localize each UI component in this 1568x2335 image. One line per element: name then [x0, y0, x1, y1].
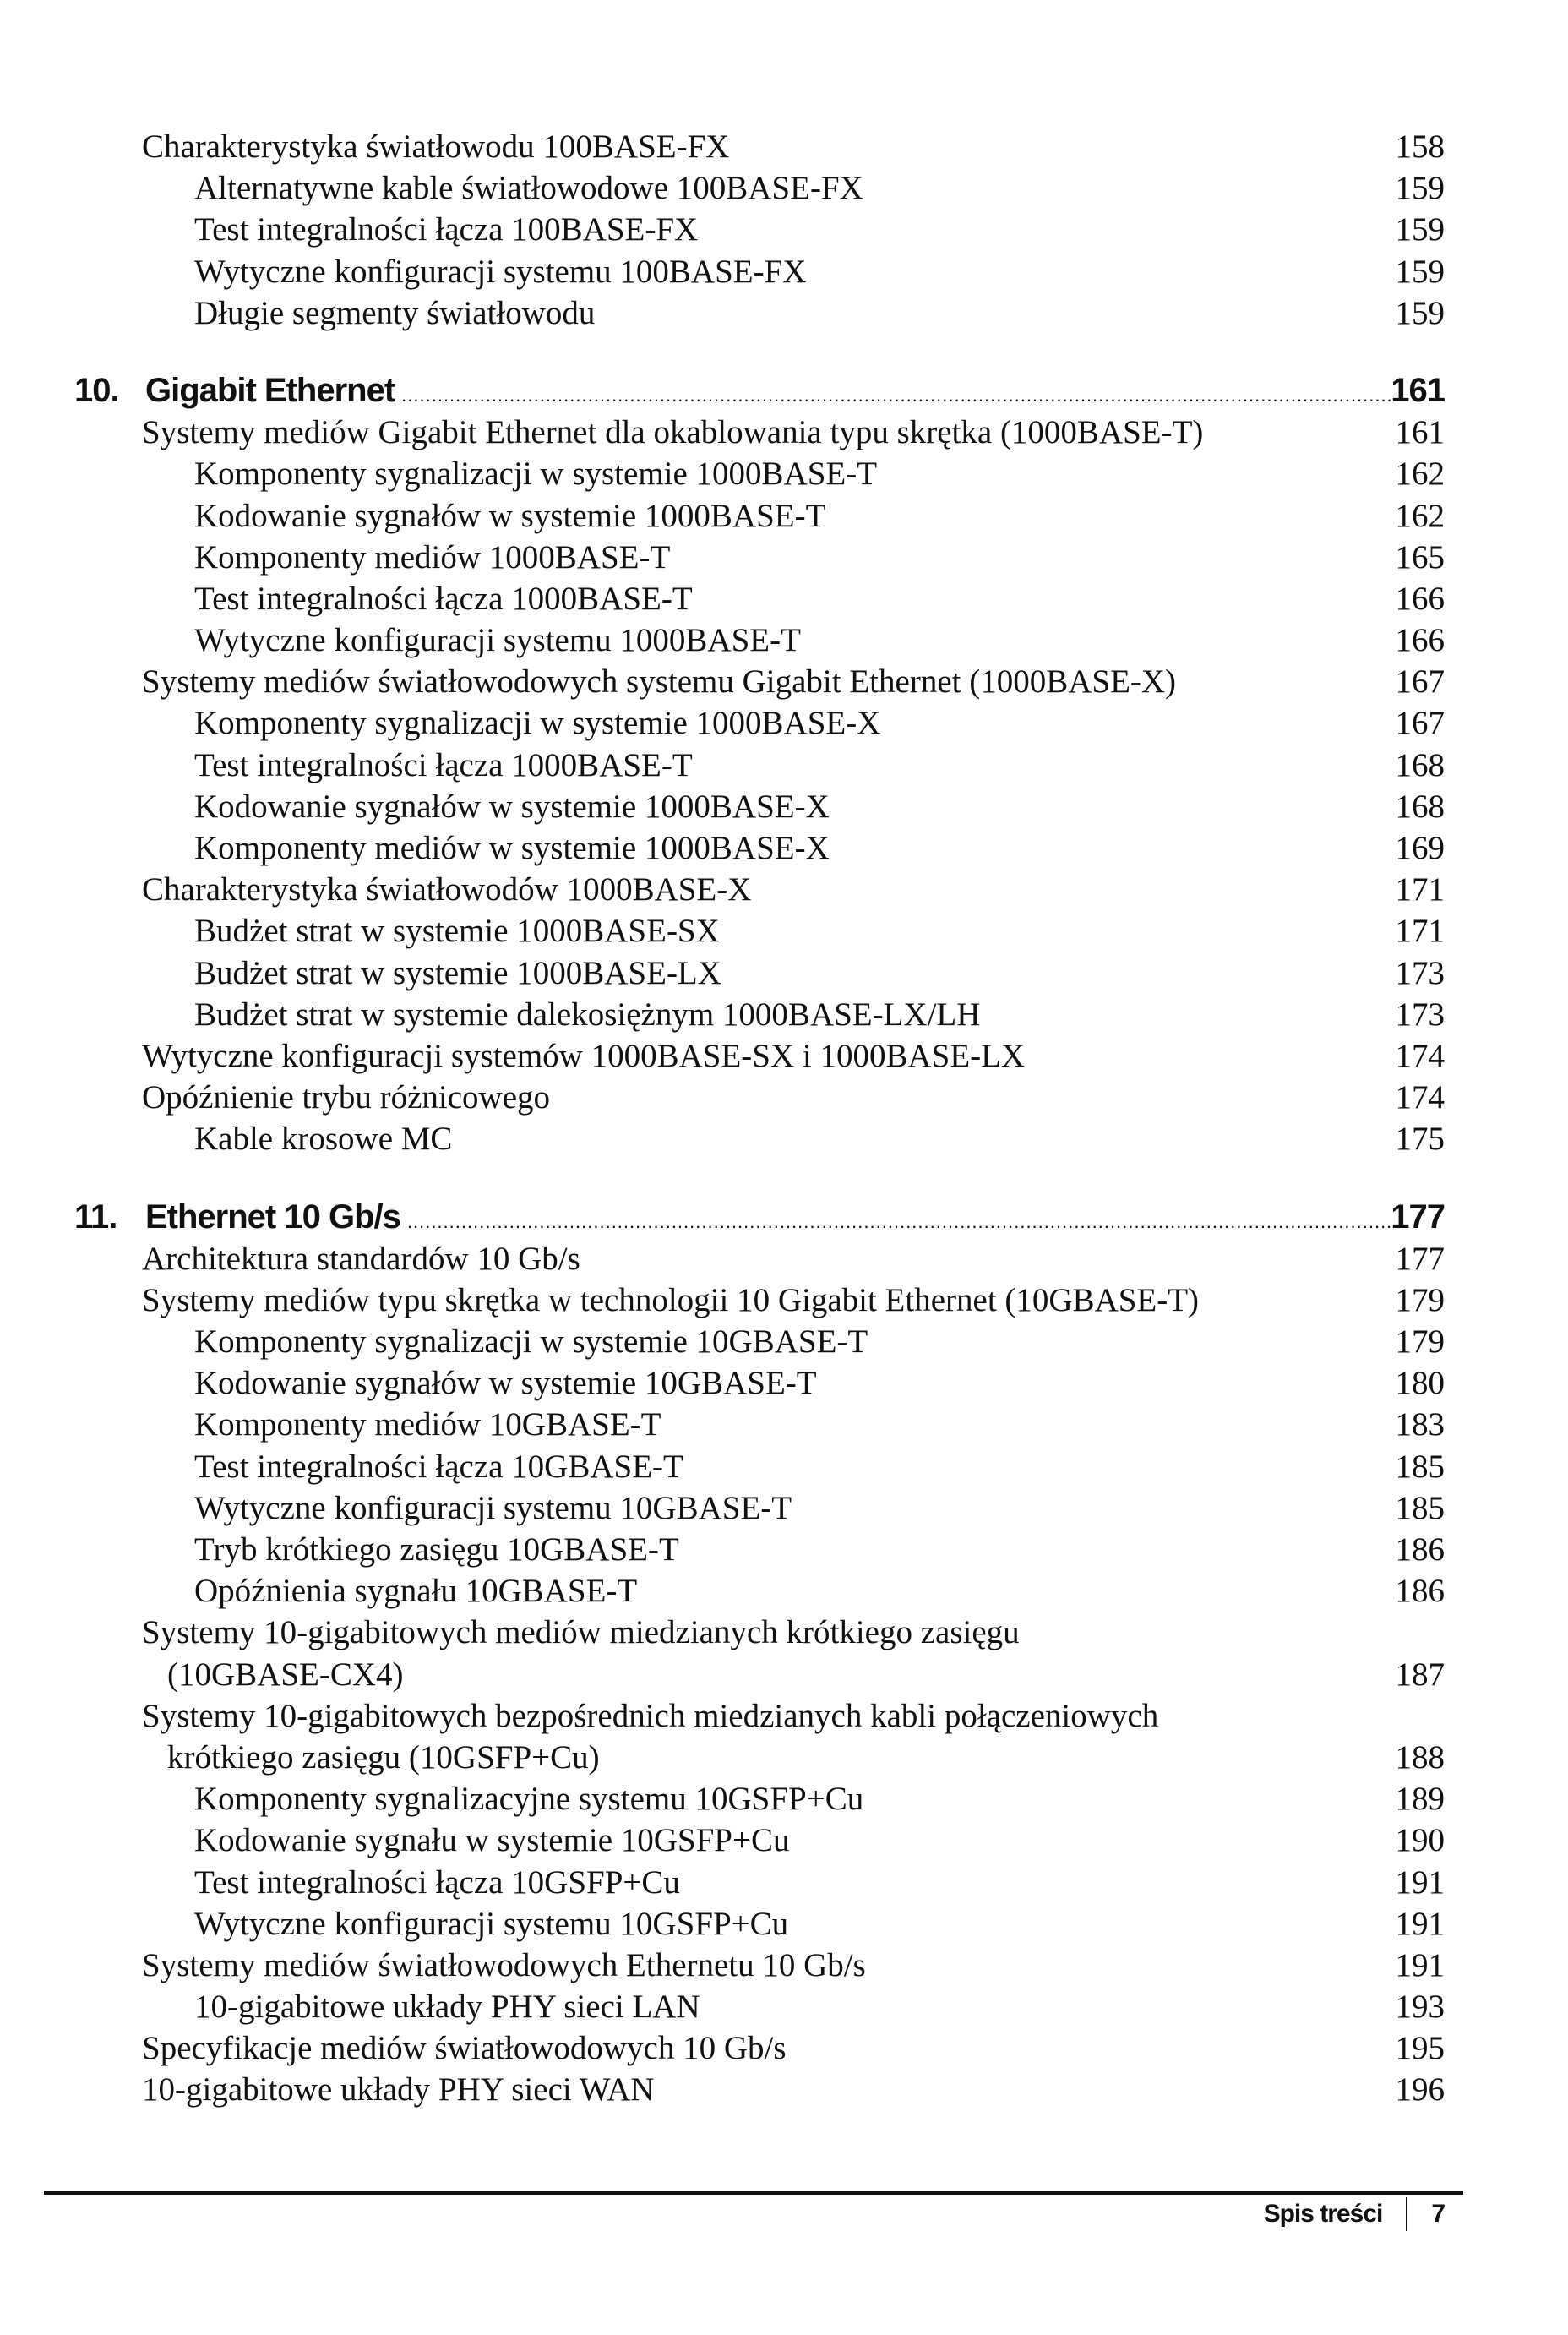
entry-page: 193 [1395, 1989, 1445, 2026]
entry-title-continued: krótkiego zasięgu (10GSFP+Cu) [167, 1738, 600, 1776]
entry-title: Komponenty mediów w systemie 1000BASE-X [194, 830, 830, 866]
entry-page: 188 [1395, 1738, 1445, 1776]
chapter-page: 177 [1391, 1198, 1445, 1236]
toc-entry [74, 994, 1445, 1035]
toc-entry [74, 869, 1445, 910]
entry-title: Charakterystyka światłowodu 100BASE-FX [142, 128, 730, 165]
entry-title: Wytyczne konfiguracji systemów 1000BASE-SX i 1000BASE-LX [142, 1037, 1026, 1074]
toc-entry [74, 1035, 1445, 1077]
entry-page: 165 [1395, 538, 1445, 576]
toc-entry [74, 412, 1445, 453]
entry-title: Tryb krótkiego zasięgu 10GBASE-T [194, 1531, 679, 1568]
entry-page: 191 [1395, 1863, 1445, 1901]
entry-page: 159 [1395, 211, 1445, 248]
entry-page: 166 [1395, 580, 1445, 617]
dot-leader [407, 1197, 1391, 1238]
toc-entry [74, 702, 1445, 744]
entry-page: 191 [1395, 1946, 1445, 1983]
entry-title: Systemy mediów typu skrętka w technologii 10 Gigabit Ethernet (10GBASE-T) [142, 1281, 1200, 1318]
entry-title: Budżet strat w systemie 1000BASE-SX [194, 913, 720, 950]
toc-entry [74, 209, 1445, 250]
toc-entry [74, 1986, 1445, 2027]
toc-entry [74, 2027, 1445, 2069]
entry-title: Specyfikacje mediów światłowodowych 10 Gb/s [142, 2030, 787, 2067]
entry-page: 171 [1395, 913, 1445, 950]
entry-page: 159 [1395, 170, 1445, 207]
entry-page: 171 [1395, 871, 1445, 908]
entry-page: 174 [1395, 1037, 1445, 1074]
entry-title: Wytyczne konfiguracji systemu 10GBASE-T [194, 1489, 792, 1526]
entry-title: Systemy 10-gigabitowych bezpośrednich miedzianych kabli połączeniowych [142, 1697, 1159, 1734]
toc-entry [74, 1238, 1445, 1279]
entry-page: 159 [1395, 253, 1445, 290]
entry-page: 174 [1395, 1079, 1445, 1116]
toc-entry [74, 827, 1445, 869]
toc-entry [74, 745, 1445, 786]
entry-page: 190 [1395, 1822, 1445, 1859]
entry-title: Opóźnienia sygnału 10GBASE-T [194, 1573, 638, 1610]
toc-entry [74, 495, 1445, 537]
entry-page: 162 [1395, 456, 1445, 493]
entry-title: Systemy mediów światłowodowych Ethernetu 10 Gb/s [142, 1946, 866, 1983]
entry-page: 167 [1395, 705, 1445, 742]
toc-entry [74, 1487, 1445, 1529]
toc-entry [74, 619, 1445, 661]
toc-entry [74, 1819, 1445, 1861]
entry-title: Systemy 10-gigabitowych mediów miedzianych krótkiego zasięgu [142, 1614, 1020, 1651]
toc-entry [74, 453, 1445, 494]
entry-page: 185 [1395, 1448, 1445, 1485]
entry-title: Kable krosowe MC [194, 1121, 453, 1158]
entry-title: Komponenty sygnalizacyjne systemu 10GSFP+Cu [194, 1781, 864, 1818]
footer-separator [1406, 2197, 1407, 2231]
toc-entry [74, 1778, 1445, 1819]
entry-title: Alternatywne kable światłowodowe 100BASE-FX [194, 170, 863, 207]
chapter-heading [74, 1197, 1445, 1238]
toc-entry [74, 2069, 1445, 2110]
table-of-contents [74, 126, 1445, 2111]
chapter-heading [74, 370, 1445, 412]
entry-title: Komponenty sygnalizacji w systemie 1000BASE-X [194, 705, 881, 742]
footer-page-number: 7 [1431, 2200, 1445, 2228]
entry-page: 175 [1395, 1121, 1445, 1158]
entry-page: 179 [1395, 1323, 1445, 1361]
entry-page: 168 [1395, 746, 1445, 783]
entry-page: 173 [1395, 996, 1445, 1033]
entry-title: Test integralności łącza 10GBASE-T [194, 1448, 683, 1485]
toc-entry [74, 952, 1445, 994]
entry-page: 158 [1395, 128, 1445, 165]
toc-entry [74, 1612, 1445, 1653]
entry-title: Długie segmenty światłowodu [194, 294, 596, 331]
toc-entry [74, 537, 1445, 578]
toc-entry-continuation [74, 1654, 1445, 1695]
entry-title: Budżet strat w systemie dalekosiężnym 1000BASE-LX/LH [194, 996, 981, 1033]
toc-entry-continuation [74, 1737, 1445, 1778]
toc-entry [74, 661, 1445, 702]
entry-page: 167 [1395, 663, 1445, 701]
entry-page: 185 [1395, 1489, 1445, 1526]
entry-title: Test integralności łącza 1000BASE-T [194, 746, 693, 783]
toc-entry [74, 1446, 1445, 1487]
chapter-title: Gigabit Ethernet [145, 371, 395, 409]
entry-page: 177 [1395, 1240, 1445, 1277]
entry-title: Opóźnienie trybu różnicowego [142, 1079, 551, 1116]
entry-title: Charakterystyka światłowodów 1000BASE-X [142, 871, 752, 908]
toc-entry [74, 126, 1445, 167]
entry-page: 191 [1395, 1905, 1445, 1942]
footer-rule [44, 2191, 1463, 2195]
chapter-number: 10. [74, 371, 119, 409]
footer-section-title: Spis treści [1263, 2200, 1383, 2228]
entry-page: 189 [1395, 1781, 1445, 1818]
entry-page: 196 [1395, 2071, 1445, 2109]
entry-title: Architektura standardów 10 Gb/s [142, 1240, 580, 1277]
entry-title: Systemy mediów Gigabit Ethernet dla okablowania typu skrętka (1000BASE-T) [142, 414, 1204, 451]
entry-page: 183 [1395, 1406, 1445, 1443]
entry-page: 187 [1395, 1656, 1445, 1693]
entry-page: 166 [1395, 622, 1445, 659]
toc-entry [74, 1404, 1445, 1445]
chapter-page: 161 [1391, 371, 1445, 409]
toc-entry [74, 1945, 1445, 1986]
entry-page: 195 [1395, 2030, 1445, 2067]
entry-title: Wytyczne konfiguracji systemu 100BASE-FX [194, 253, 807, 290]
entry-title: 10-gigabitowe układy PHY sieci LAN [194, 1989, 700, 2026]
entry-page: 179 [1395, 1281, 1445, 1318]
entry-page: 159 [1395, 294, 1445, 331]
entry-page: 168 [1395, 788, 1445, 825]
entry-title: Komponenty mediów 10GBASE-T [194, 1406, 662, 1443]
entry-title: Systemy mediów światłowodowych systemu Gigabit Ethernet (1000BASE-X) [142, 663, 1177, 701]
toc-entry [74, 292, 1445, 334]
toc-entry [74, 786, 1445, 827]
toc-entry [74, 910, 1445, 952]
entry-title: Test integralności łącza 1000BASE-T [194, 580, 693, 617]
entry-title: Kodowanie sygnałów w systemie 1000BASE-X [194, 788, 830, 825]
entry-title: Kodowanie sygnałów w systemie 1000BASE-T [194, 497, 826, 534]
entry-title: Komponenty mediów 1000BASE-T [194, 538, 671, 576]
entry-title: Test integralności łącza 100BASE-FX [194, 211, 699, 248]
toc-entry [74, 1279, 1445, 1321]
entry-page: 186 [1395, 1531, 1445, 1568]
entry-title: Test integralności łącza 10GSFP+Cu [194, 1863, 680, 1901]
entry-title: Kodowanie sygnałów w systemie 10GBASE-T [194, 1365, 817, 1402]
chapter-title: Ethernet 10 Gb/s [145, 1198, 400, 1236]
entry-title: Budżet strat w systemie 1000BASE-LX [194, 954, 721, 991]
toc-entry [74, 1903, 1445, 1945]
toc-entry [74, 251, 1445, 292]
entry-page: 173 [1395, 954, 1445, 991]
entry-title: 10-gigabitowe układy PHY sieci WAN [142, 2071, 655, 2109]
entry-title: Komponenty sygnalizacji w systemie 1000BASE-T [194, 456, 878, 493]
entry-page: 169 [1395, 830, 1445, 866]
page-footer [1264, 2197, 1445, 2231]
toc-entry [74, 1862, 1445, 1903]
entry-page: 162 [1395, 497, 1445, 534]
toc-entry [74, 1321, 1445, 1362]
chapter-number: 11. [74, 1198, 117, 1236]
dot-leader [401, 370, 1391, 412]
entry-title: Wytyczne konfiguracji systemu 10GSFP+Cu [194, 1905, 789, 1942]
entry-title: Komponenty sygnalizacji w systemie 10GBASE-T [194, 1323, 868, 1361]
entry-title-continued: (10GBASE-CX4) [167, 1656, 404, 1693]
toc-entry [74, 1077, 1445, 1118]
toc-entry [74, 1118, 1445, 1159]
toc-entry [74, 167, 1445, 209]
toc-entry [74, 1362, 1445, 1404]
entry-page: 161 [1395, 414, 1445, 451]
entry-title: Kodowanie sygnału w systemie 10GSFP+Cu [194, 1822, 790, 1859]
toc-entry [74, 578, 1445, 619]
toc-entry [74, 1570, 1445, 1612]
entry-title: Wytyczne konfiguracji systemu 1000BASE-T [194, 622, 801, 659]
entry-page: 180 [1395, 1365, 1445, 1402]
toc-entry [74, 1529, 1445, 1570]
toc-entry [74, 1695, 1445, 1737]
entry-page: 186 [1395, 1573, 1445, 1610]
